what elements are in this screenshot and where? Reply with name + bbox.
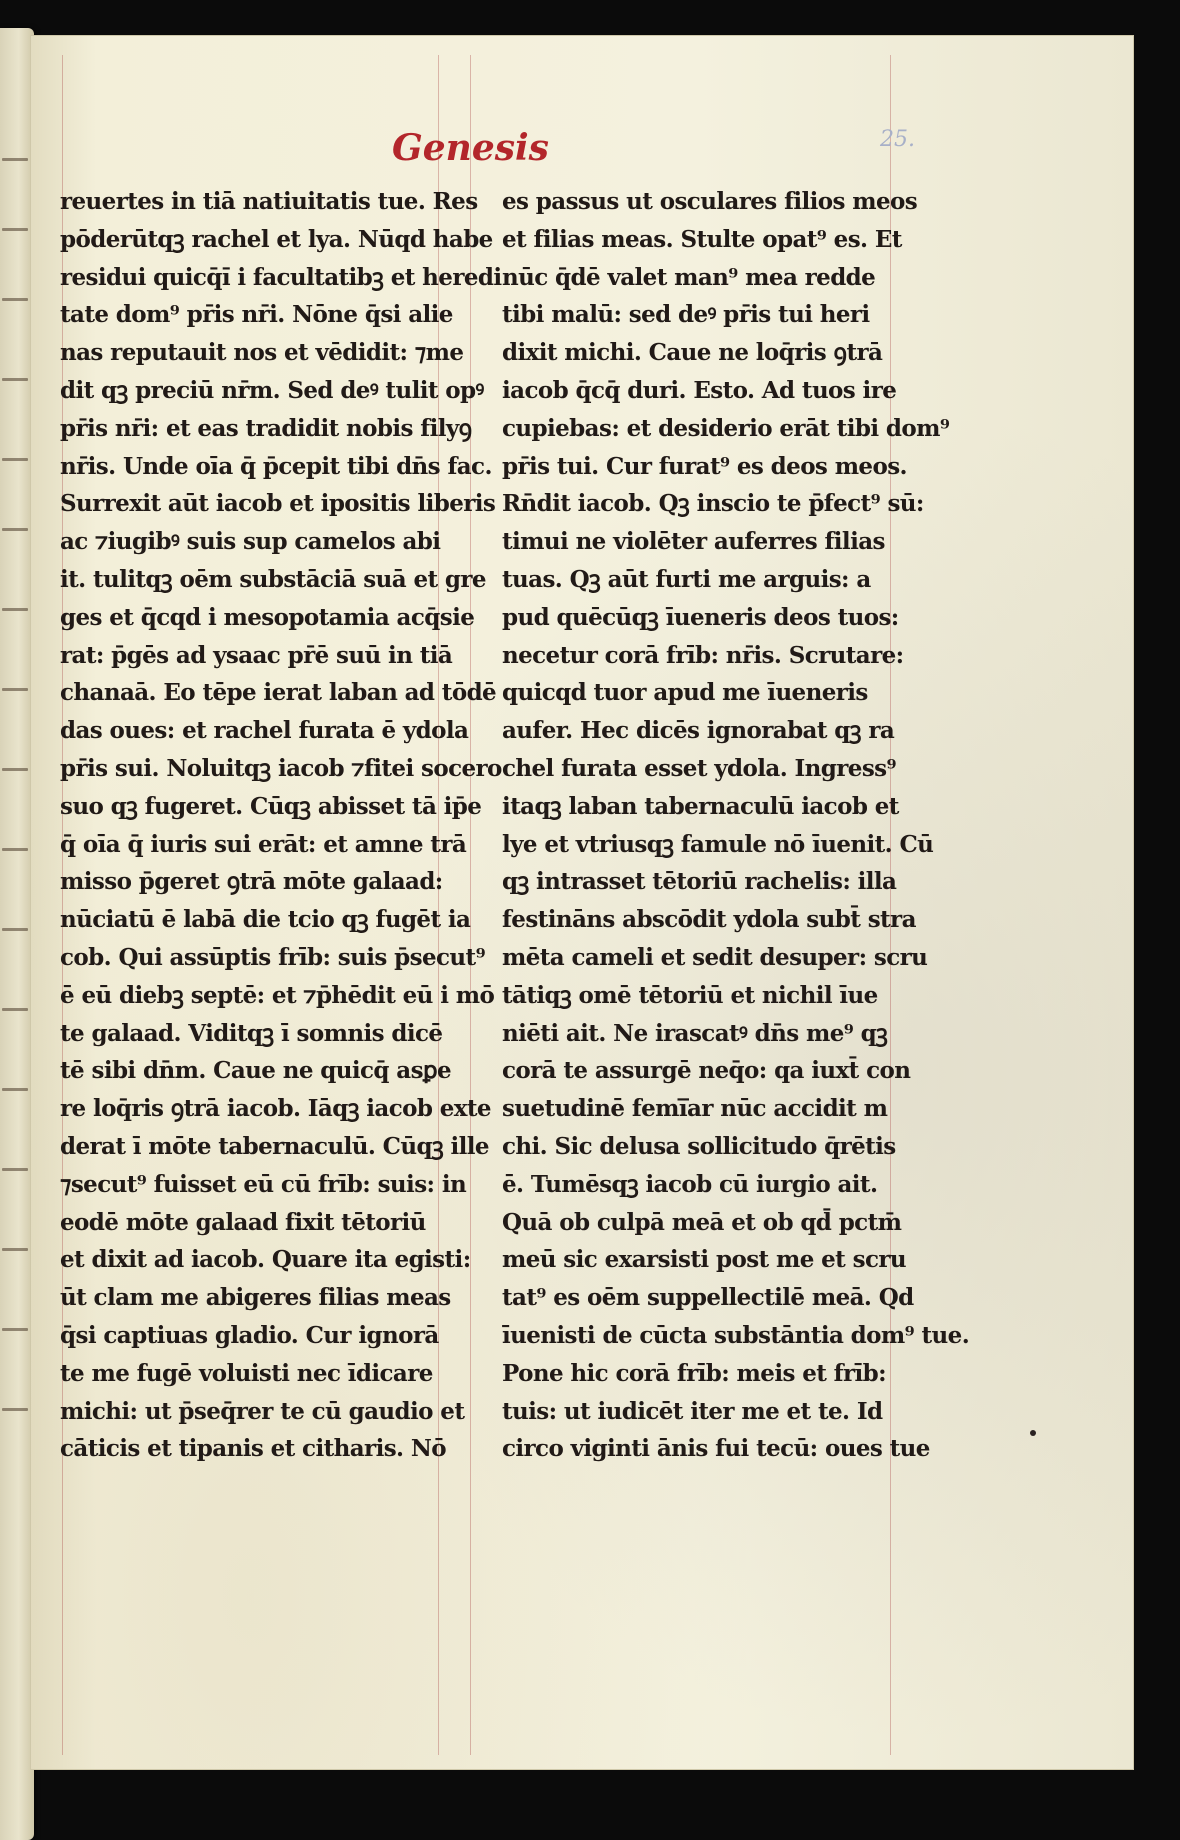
text-line: tuas. Qꝫ aūt furti me arguis: a bbox=[502, 565, 871, 593]
text-line: itaqꝫ laban tabernaculū iacob et bbox=[502, 792, 899, 820]
text-line: necetur corā frīb: nr̄is. Scrutare: bbox=[502, 641, 904, 669]
text-line: cupiebas: et desiderio erāt tibi dom⁹ bbox=[502, 414, 950, 442]
text-line: nūc q̄dē valet man⁹ mea redde bbox=[502, 263, 876, 291]
text-line: cob. Qui assūptis frīb: suis p̄secut⁹ bbox=[60, 943, 486, 971]
text-line: ē. Tumēsqꝫ iacob cū iurgio ait. bbox=[502, 1170, 878, 1198]
text-line: pud quēcūqꝫ īueneris deos tuos: bbox=[502, 603, 899, 631]
text-line: pr̄is sui. Noluitqꝫ iacob ⁊fitei socero bbox=[60, 754, 502, 782]
previous-page-edge bbox=[0, 28, 34, 1840]
text-line: reuertes in tiā natiuitatis tue. Res bbox=[60, 188, 478, 215]
text-line: et dixit ad iacob. Quare ita egisti: bbox=[60, 1246, 471, 1274]
text-line: tātiqꝫ omē tētoriū et nichil īue bbox=[502, 981, 878, 1009]
text-line: dixit michi. Caue ne loq̄ris ꝯtrā bbox=[502, 339, 883, 367]
text-line: ⁊secut⁹ fuisset eū cū frīb: suis: in bbox=[60, 1170, 467, 1198]
text-line: lye et vtriusqꝫ famule nō īuenit. Cū bbox=[502, 830, 934, 858]
text-line: ūt clam me abigeres filias meas bbox=[60, 1284, 451, 1312]
text-line: pr̄is nr̄i: et eas tradidit nobis filyꝯ bbox=[60, 414, 472, 442]
text-line: corā te assurgē neq̄o: qa iuxt̄ con bbox=[502, 1057, 911, 1085]
text-line: chanaā. Eo tēpe ierat laban ad tōdē bbox=[60, 679, 497, 707]
text-line: misso p̄geret ꝯtrā mōte galaad: bbox=[60, 868, 443, 896]
text-line: nas reputauit nos et vēdidit: ⁊me bbox=[60, 339, 464, 367]
text-line: Rn̄dit iacob. Qꝫ inscio te p̄fect⁹ sū: bbox=[502, 490, 924, 518]
text-line: it. tulitqꝫ oēm substāciā suā et gre bbox=[60, 565, 486, 593]
text-line: niēti ait. Ne irascatꝰ dn̄s me⁹ qꝫ bbox=[502, 1019, 888, 1047]
text-line: dit qꝫ preciū nr̄m. Sed deꝰ tulit opꝰ bbox=[60, 376, 484, 404]
text-line: ges et q̄cqd i mesopotamia acq̄sie bbox=[60, 603, 475, 631]
ink-dot bbox=[1030, 1430, 1036, 1436]
text-line: rat: p̄gēs ad ysaac pr̄ē suū in tiā bbox=[60, 641, 453, 669]
text-line: ac ⁊iugibꝰ suis sup camelos abi bbox=[60, 528, 441, 556]
text-line: iacob q̄cq̄ duri. Esto. Ad tuos ire bbox=[502, 376, 897, 404]
text-line: tē sibi dn̄m. Caue ne quicq̄ asꝑe bbox=[60, 1057, 451, 1085]
text-line: īuenisti de cūcta substāntia dom⁹ tue. bbox=[502, 1321, 970, 1349]
text-line: meū sic exarsisti post me et scru bbox=[502, 1246, 907, 1274]
text-line: eodē mōte galaad fixit tētoriū bbox=[60, 1208, 426, 1236]
text-line: nr̄is. Unde oīa q̄ p̄cepit tibi dn̄s fac. bbox=[60, 452, 492, 480]
text-line: te galaad. Viditqꝫ ī somnis dicē bbox=[60, 1019, 443, 1047]
text-line: festināns abscōdit ydola subt̄ stra bbox=[502, 906, 916, 934]
text-line: mēta cameli et sedit desuper: scru bbox=[502, 943, 928, 971]
text-line: suetudinē femi̅ar nūc accidit m bbox=[502, 1095, 888, 1123]
text-line: aufer. Hec dicēs ignorabat qꝫ ra bbox=[502, 717, 895, 745]
running-header: Genesis bbox=[392, 127, 549, 169]
text-line: qꝫ intrasset tētoriū rachelis: illa bbox=[502, 868, 897, 896]
text-line: Quā ob culpā meā et ob qd̄ pctm̄ bbox=[502, 1208, 902, 1236]
manuscript-leaf bbox=[30, 35, 1134, 1770]
text-line: tate dom⁹ pr̄is nr̄i. Nōne q̄si alie bbox=[60, 301, 453, 329]
text-line: cāticis et tipanis et citharis. Nō bbox=[60, 1435, 447, 1463]
text-line: suo qꝫ fugeret. Cūqꝫ abisset tā ip̄e bbox=[60, 792, 482, 820]
text-line: et filias meas. Stulte opat⁹ es. Et bbox=[502, 225, 902, 253]
text-line: pr̄is tui. Cur furat⁹ es deos meos. bbox=[502, 452, 907, 480]
text-line: timui ne violēter auferres filias bbox=[502, 528, 885, 556]
folio-number: 25. bbox=[880, 127, 915, 152]
text-line: tuis: ut iudicēt iter me et te. Id bbox=[502, 1397, 883, 1425]
text-line: derat ī mōte tabernaculū. Cūqꝫ ille bbox=[60, 1132, 489, 1160]
text-line: chel furata esset ydola. Ingress⁹ bbox=[502, 754, 896, 782]
text-line: chi. Sic delusa sollicitudo q̄rētis bbox=[502, 1132, 896, 1160]
text-line: das oues: et rachel furata ē ydola bbox=[60, 717, 469, 745]
text-line: q̄si captiuas gladio. Cur ignorā bbox=[60, 1321, 439, 1349]
text-line: q̄ oīa q̄ iuris sui erāt: et amne trā bbox=[60, 830, 467, 858]
text-line: es passus ut osculares filios meos bbox=[502, 188, 918, 215]
text-line: tat⁹ es oēm suppellectilē meā. Qd bbox=[502, 1284, 914, 1312]
text-line: Surrexit aūt iacob et ipositis liberis bbox=[60, 490, 496, 518]
text-line: re loq̄ris ꝯtrā iacob. Iāqꝫ iacob exte bbox=[60, 1095, 491, 1123]
text-line: pōderūtqꝫ rachel et lya. Nūqd habe bbox=[60, 225, 493, 253]
text-line: nūciatū ē labā die tcio qꝫ fugēt ia bbox=[60, 906, 471, 934]
text-line: quicqd tuor apud me īueneris bbox=[502, 679, 868, 707]
text-line: ē eū diebꝫ septē: et ⁊p̄hēdit eū i mō bbox=[60, 981, 495, 1009]
text-line: circo viginti ānis fui tecū: oues tue bbox=[502, 1435, 930, 1463]
text-line: Pone hic corā frīb: meis et frīb: bbox=[502, 1359, 887, 1387]
text-line: tibi malū: sed deꝰ pr̄is tui heri bbox=[502, 301, 870, 329]
text-column-right bbox=[502, 183, 970, 1468]
text-line: michi: ut p̄seq̄rer te cū gaudio et bbox=[60, 1397, 465, 1425]
text-column-left bbox=[60, 183, 502, 1468]
text-line: residui quicq̄ı̄ i facultatibꝫ et heredi bbox=[60, 263, 502, 291]
text-line: te me fugē voluisti nec īdicare bbox=[60, 1359, 433, 1387]
